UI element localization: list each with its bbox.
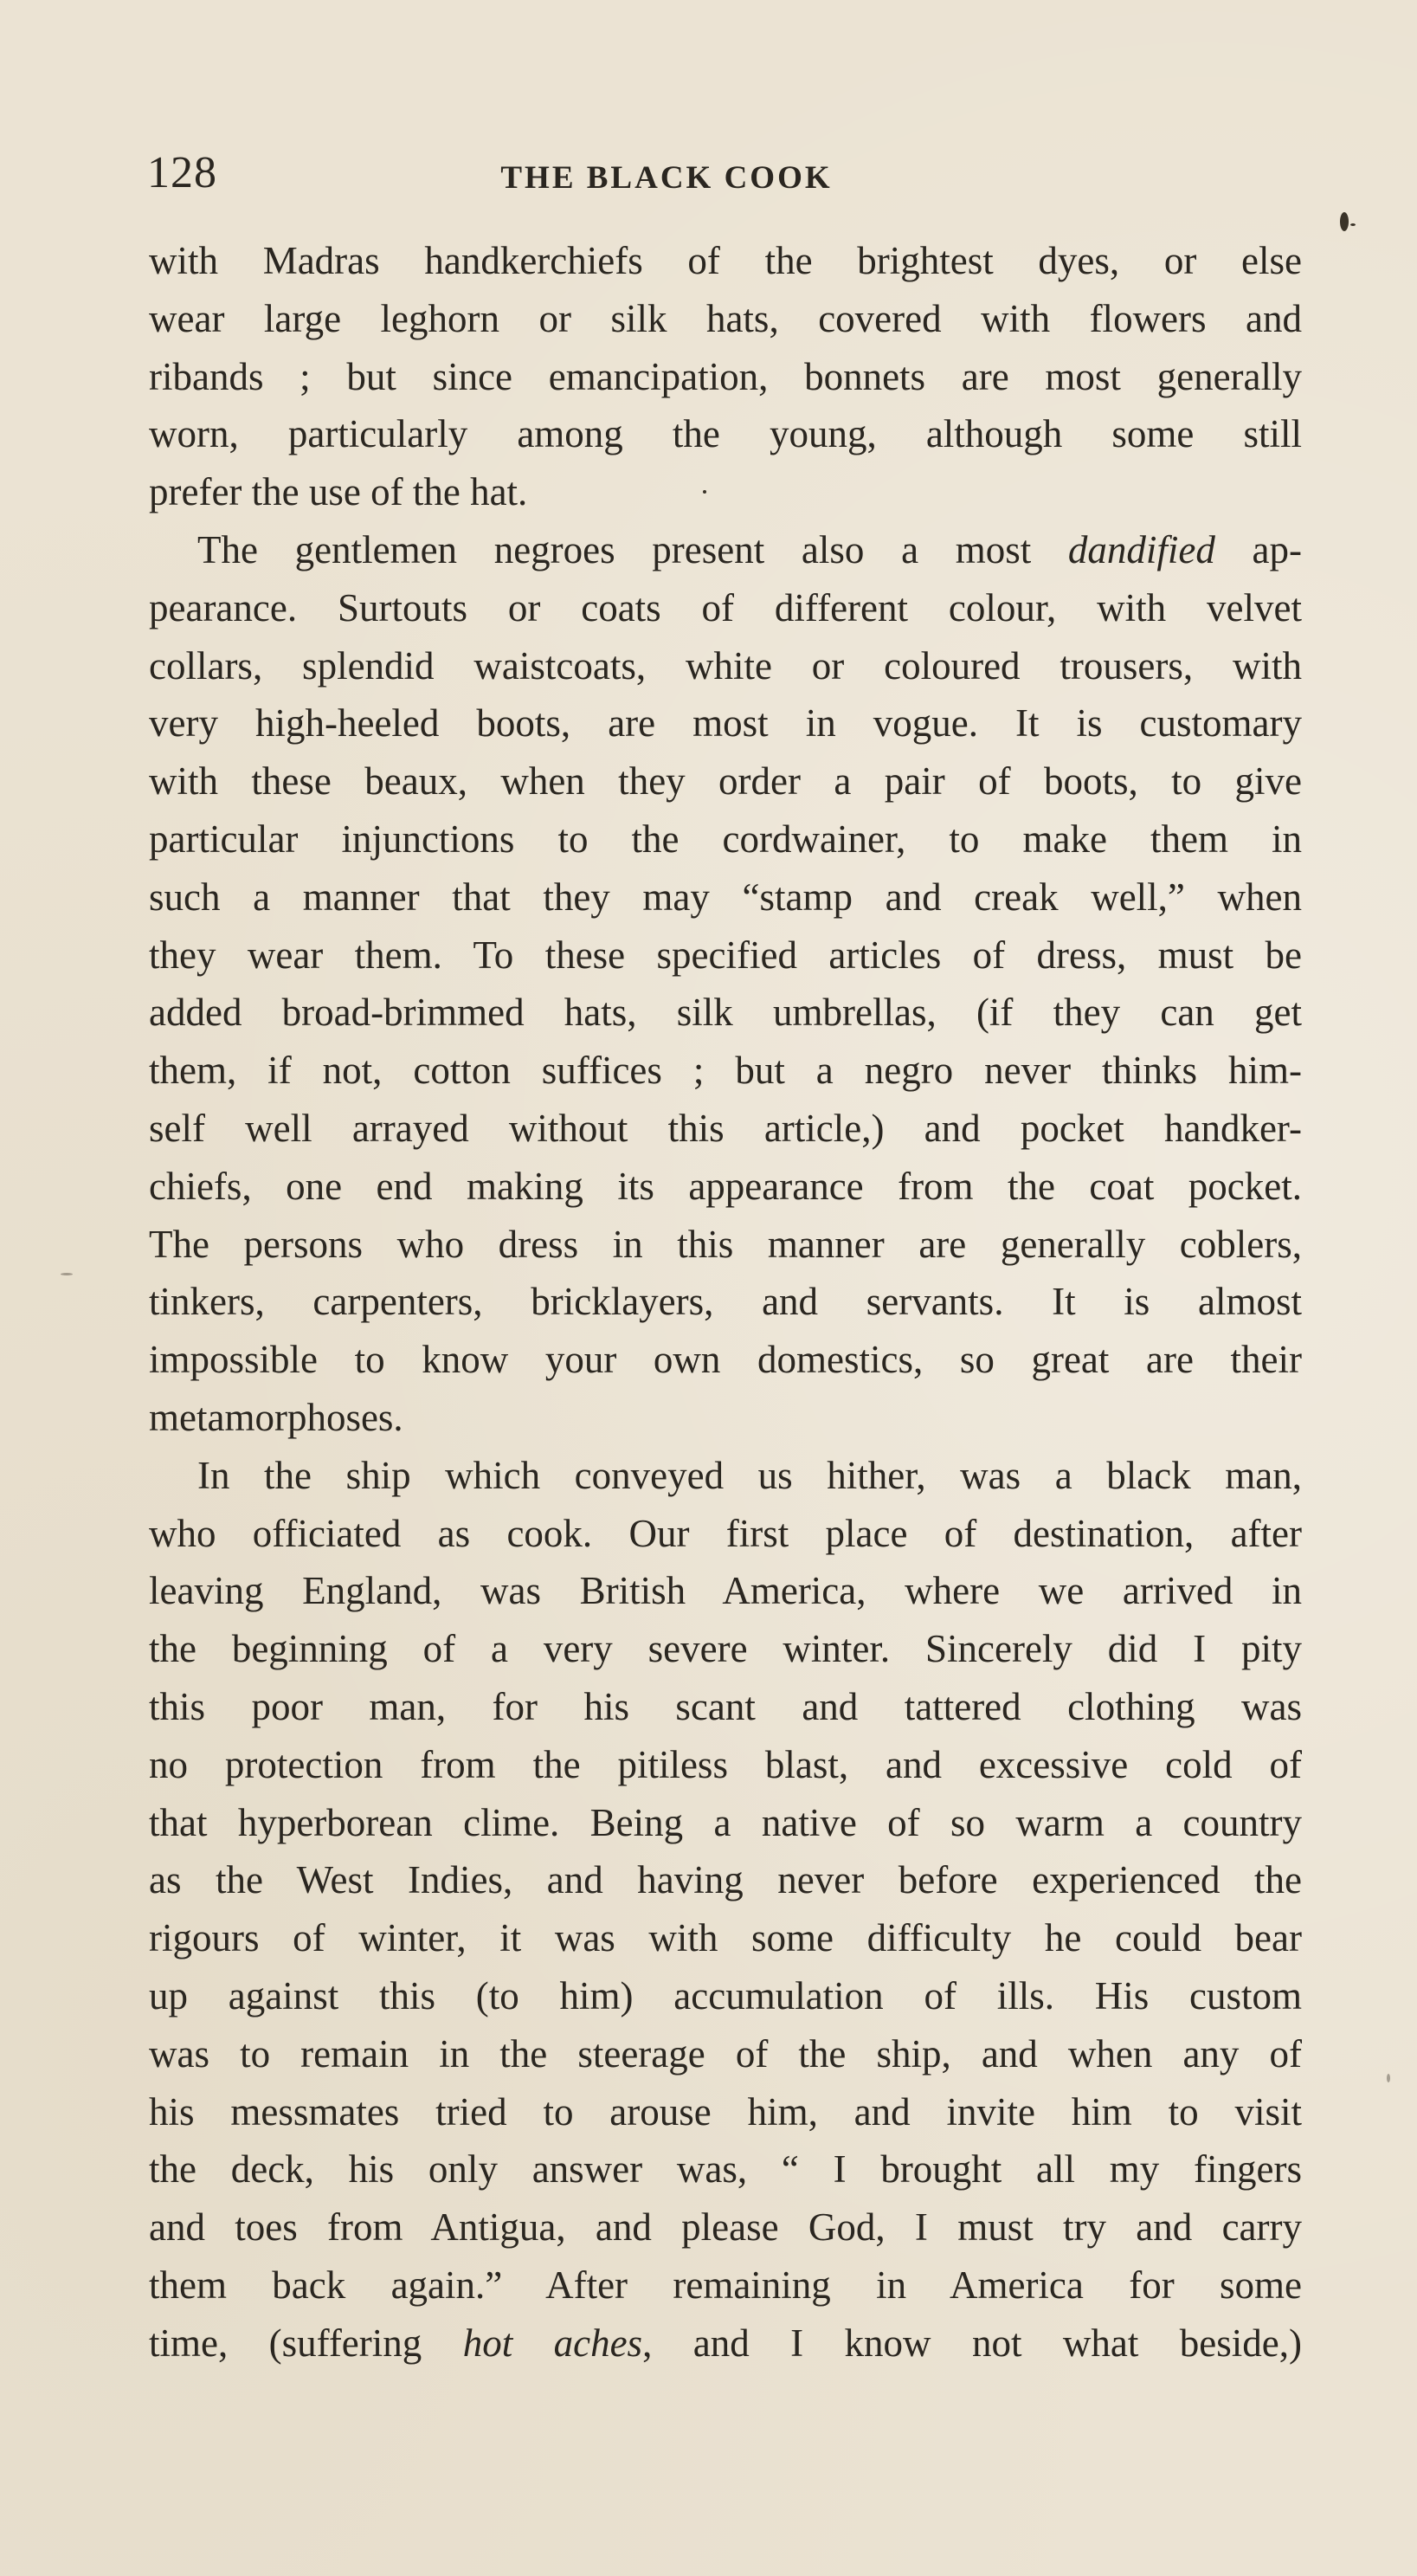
text-line: In the ship which conveyed us hither, was a black man, (197, 1453, 1302, 1497)
ink-speck (61, 1273, 73, 1275)
text-line (149, 521, 1302, 579)
italic-text: hot aches (462, 2321, 643, 2365)
text-line: collars, splendid waistcoats, white or coloured trousers, with (149, 643, 1302, 688)
text-line: worn, particularly among the young, although some still (149, 412, 1302, 456)
text-line: his messmates tried to arouse him, and invite him to visit (149, 2089, 1302, 2134)
ink-speck (703, 490, 706, 494)
text-line: who officiated as cook. Our first place of destination, after (149, 1511, 1302, 1555)
text-line: rigours of winter, it was with some difficulty he could bear (149, 1916, 1302, 1960)
text-line: self well arrayed without this article,) and pocket handker- (149, 1106, 1302, 1150)
text-line: tinkers, carpenters, bricklayers, and servants. It is almost (149, 1280, 1302, 1324)
text-line: chiefs, one end making its appearance from the coat pocket. (149, 1164, 1302, 1208)
text-line: particular injunctions to the cordwainer, to make them in (149, 817, 1302, 861)
text-line: such a manner that they may “stamp and creak well,” when (149, 875, 1302, 919)
text-line: added broad-brimmed hats, silk umbrellas, (if they can get (149, 991, 1302, 1035)
text-line: ribands ; but since emancipation, bonnets are most generally (149, 354, 1302, 398)
text-line: up against this (to him) accumulation of ills. His custom (149, 1973, 1302, 2018)
text-line: wear large leghorn or silk hats, covered with flowers and (149, 296, 1302, 340)
text-line: the beginning of a very severe winter. Sincerely did I pity (149, 1627, 1302, 1671)
text-line: prefer the use of the hat. (149, 470, 528, 514)
italic-text: dandified (1067, 527, 1215, 571)
text-line: that hyperborean clime. Being a native of so warm a country (149, 1800, 1302, 1844)
text-line: and toes from Antigua, and please God, I must try and carry (149, 2205, 1302, 2250)
text-line: with these beaux, when they order a pair of boots, to give (149, 759, 1302, 804)
text-line: very high-heeled boots, are most in vogue. It is customary (149, 701, 1302, 746)
text-line (149, 2315, 1302, 2373)
page-number: 128 (147, 148, 217, 197)
ink-speck (1340, 212, 1349, 231)
text-run: The gentlemen negroes present also a most (197, 527, 1068, 571)
text-line: with Madras handkerchiefs of the brightest dyes, or else (149, 239, 1302, 282)
text-line: them back again.” After remaining in America for some (149, 2263, 1302, 2307)
text-line: as the West Indies, and having never before experienced the (149, 1858, 1302, 1902)
text-line: metamorphoses. (149, 1395, 403, 1439)
ink-speck (1387, 2074, 1390, 2082)
text-line: leaving England, was British America, where we arrived in (149, 1569, 1302, 1613)
text-line: was to remain in the steerage of the ship, and when any of (149, 2031, 1302, 2076)
text-run: , and I know not what beside,) (642, 2321, 1302, 2365)
text-line: pearance. Surtouts or coats of different colour, with velvet (149, 585, 1302, 629)
text-line: no protection from the pitiless blast, and excessive cold of (149, 1742, 1302, 1786)
text-line: the deck, his only answer was, “ I brought all my fingers (149, 2147, 1302, 2192)
text-line: The persons who dress in this manner are generally coblers, (149, 1222, 1302, 1266)
text-line: impossible to know your own domestics, so great are their (149, 1338, 1302, 1382)
ink-speck (1350, 223, 1356, 226)
text-run: ap- (1214, 527, 1302, 571)
text-run: time, (suffering (149, 2321, 463, 2365)
text-line: them, if not, cotton suffices ; but a negro never thinks him- (149, 1049, 1302, 1093)
text-line: they wear them. To these specified articles of dress, must be (149, 933, 1302, 977)
running-head (147, 147, 1307, 208)
text-line: this poor man, for his scant and tattered clothing was (149, 1684, 1302, 1728)
body-text (149, 232, 1302, 2372)
running-title: THE BLACK COOK (500, 160, 833, 196)
